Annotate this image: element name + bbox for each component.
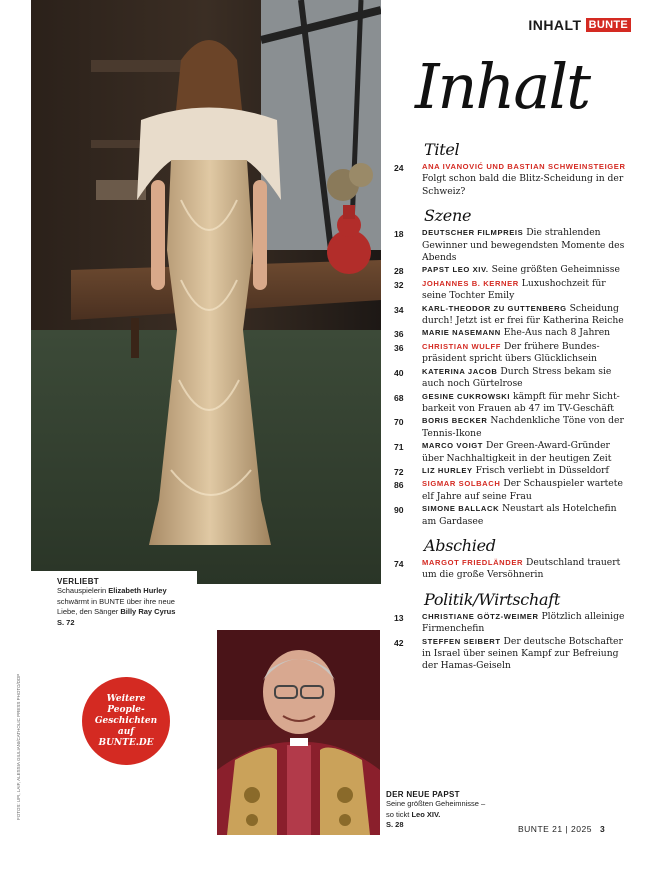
caption-page-ref: S. 72 bbox=[57, 617, 75, 627]
toc-entry-text: Der Schauspieler wartete elf Jahre auf seine Frau bbox=[422, 478, 623, 502]
toc-entry-body bbox=[422, 227, 629, 264]
toc-entry-body bbox=[422, 341, 629, 366]
toc-entry-body bbox=[422, 161, 629, 198]
toc-entry-body bbox=[422, 366, 629, 391]
toc-page-number: 28 bbox=[394, 266, 404, 277]
toc-entry-text: Seine größten Geheimnisse bbox=[491, 264, 620, 276]
page-title: Inhalt bbox=[415, 50, 590, 123]
bunte-logo: BUNTE bbox=[586, 18, 631, 32]
toc-entry[interactable] bbox=[394, 341, 629, 366]
toc-entry[interactable] bbox=[394, 366, 629, 391]
toc-entry-text: Der Green-Award-Gründer über Nachhaltigkeit in der heutigen Zeit bbox=[422, 440, 612, 464]
footer-page-number: 3 bbox=[599, 824, 606, 834]
caption-pope bbox=[386, 790, 486, 831]
caption-text-part: Seine größten Geheimnisse – so tickt bbox=[386, 799, 486, 819]
toc-page-number: 18 bbox=[394, 229, 404, 240]
toc-page-number: 70 bbox=[394, 417, 404, 428]
toc-entry-body bbox=[422, 303, 629, 328]
toc-page-number: 74 bbox=[394, 558, 404, 569]
toc-entry-text: Ehe-Aus nach 8 Jahren bbox=[503, 327, 611, 339]
promo-badge-text: Weitere People-Geschichten auf BUNTE.DE bbox=[94, 693, 158, 748]
toc-entry-text: Der frühere Bundespräsident spricht übers Glücklichsein bbox=[422, 340, 600, 365]
table-of-contents bbox=[394, 140, 629, 673]
toc-page-number: 34 bbox=[394, 304, 404, 315]
toc-section-title: Abschied bbox=[424, 535, 496, 555]
toc-page-number: 71 bbox=[394, 442, 404, 453]
toc-entry[interactable] bbox=[394, 278, 629, 303]
toc-page-number: 40 bbox=[394, 367, 404, 378]
toc-entry-body bbox=[422, 611, 629, 636]
toc-entry[interactable] bbox=[394, 303, 629, 328]
toc-entry-name: ANA IVANOVIĆ UND BASTIAN SCHWEINSTEIGER bbox=[422, 162, 626, 171]
caption-person: Billy Ray Cyrus bbox=[120, 607, 176, 616]
toc-entry-body bbox=[422, 465, 629, 478]
toc-entry[interactable] bbox=[394, 557, 629, 582]
toc-entry-name: MARCO VOIGT bbox=[422, 441, 484, 451]
toc-entry-body bbox=[422, 636, 629, 673]
toc-section bbox=[394, 140, 629, 198]
header-label bbox=[528, 17, 631, 33]
toc-entry-name: CHRISTIAN WULFF bbox=[422, 341, 502, 351]
toc-entry-text: Durch Stress bekam sie auch noch Gürtelrose bbox=[422, 365, 612, 390]
toc-page-number: 32 bbox=[394, 279, 404, 290]
toc-entry-name: SIMONE BALLACK bbox=[422, 504, 500, 514]
toc-entry-body bbox=[422, 264, 629, 277]
toc-entry-name: MARGOT FRIEDLÄNDER bbox=[422, 557, 524, 567]
toc-entry[interactable] bbox=[394, 478, 629, 503]
toc-entry[interactable] bbox=[394, 391, 629, 416]
toc-entry[interactable] bbox=[394, 161, 629, 198]
toc-entry-body bbox=[422, 503, 629, 528]
toc-entry-name: JOHANNES B. KERNER bbox=[422, 278, 519, 288]
toc-entry-name: PAPST LEO XIV. bbox=[422, 265, 489, 275]
toc-entry[interactable] bbox=[394, 611, 629, 636]
caption-text-part: schwärmt in BUNTE über ihre neue Liebe, den Sänger bbox=[57, 596, 175, 616]
caption-text-part: Schauspielerin bbox=[57, 586, 109, 595]
toc-entry-name: GESINE CUKROWSKI bbox=[422, 391, 511, 401]
toc-page-number: 68 bbox=[394, 392, 404, 403]
toc-section-title: Politik/Wirtschaft bbox=[424, 589, 560, 609]
toc-entry[interactable] bbox=[394, 227, 629, 264]
toc-entry-text: Deutschland trauert um die große Versöhnerin bbox=[422, 556, 621, 581]
toc-page-number: 13 bbox=[394, 612, 404, 623]
toc-entry[interactable] bbox=[394, 415, 629, 440]
section-label: INHALT bbox=[528, 17, 582, 33]
toc-section bbox=[394, 536, 629, 582]
page-footer bbox=[518, 824, 605, 834]
toc-entry-text: Nachdenkliche Töne von der Tennis-Ikone bbox=[422, 415, 624, 439]
toc-page-number: 86 bbox=[394, 480, 404, 491]
toc-entry-body bbox=[422, 327, 629, 340]
caption-text bbox=[57, 586, 197, 628]
toc-section-title: Titel bbox=[424, 140, 460, 159]
toc-entry-body bbox=[422, 440, 629, 465]
toc-entry[interactable] bbox=[394, 264, 629, 277]
toc-page-number: 36 bbox=[394, 329, 404, 340]
toc-entry-text: Der deutsche Botschafter in Israel über seinen Kampf zur Befreiung der Hamas-Geiseln bbox=[422, 635, 623, 672]
toc-entry-text: kämpft für mehr Sichtbarkeit von Frauen ab 47 im TV-Geschäft bbox=[422, 390, 620, 414]
toc-page-number: 24 bbox=[394, 163, 404, 173]
caption-text bbox=[386, 799, 486, 831]
photo-elizabeth-hurley bbox=[31, 0, 381, 584]
toc-entry[interactable] bbox=[394, 503, 629, 528]
toc-entry-body bbox=[422, 415, 629, 440]
toc-entry-name: LIZ HURLEY bbox=[422, 465, 473, 475]
toc-page-number: 90 bbox=[394, 505, 404, 516]
toc-entry-text: Neustart als Hotelchefin am Gardasee bbox=[422, 503, 617, 527]
photo-credit: FOTOS: UPI, LAIF, ALESSIA GIULIANI/CATHOLIC PRESS PHOTO/DDP bbox=[16, 673, 21, 820]
toc-entry-name: BORIS BECKER bbox=[422, 416, 488, 426]
toc-entry-text: Plötzlich alleinige Firmenchefin bbox=[422, 610, 625, 635]
caption-heading: VERLIEBT bbox=[57, 577, 99, 586]
toc-entry-body bbox=[422, 478, 629, 503]
toc-entry-name: KATERINA JACOB bbox=[422, 366, 498, 376]
toc-entry-body bbox=[422, 391, 629, 416]
toc-entry-name: CHRISTIANE GÖTZ-WEIMER bbox=[422, 611, 539, 621]
toc-entry-name: DEUTSCHER FILMPREIS bbox=[422, 228, 524, 238]
toc-page-number: 42 bbox=[394, 637, 404, 648]
toc-entry[interactable] bbox=[394, 636, 629, 673]
toc-entry-name: STEFFEN SEIBERT bbox=[422, 636, 501, 646]
caption-hurley bbox=[57, 577, 197, 628]
toc-entry-text: Frisch verliebt in Düsseldorf bbox=[475, 464, 609, 476]
toc-entry-name: MARIE NASEMANN bbox=[422, 328, 501, 338]
promo-badge[interactable] bbox=[82, 677, 170, 765]
toc-entry-name: SIGMAR SOLBACH bbox=[422, 479, 501, 489]
caption-person: Elizabeth Hurley bbox=[108, 586, 167, 595]
toc-entry[interactable] bbox=[394, 465, 629, 478]
toc-section bbox=[394, 206, 629, 528]
toc-entry[interactable] bbox=[394, 440, 629, 465]
caption-page-ref: S. 28 bbox=[386, 820, 404, 829]
toc-entry-body bbox=[422, 557, 629, 582]
toc-section-title: Szene bbox=[424, 206, 472, 226]
toc-section bbox=[394, 590, 629, 673]
footer-magazine: BUNTE 21 | 2025 bbox=[518, 824, 592, 834]
caption-person: Leo XIV. bbox=[411, 809, 441, 819]
toc-entry-name: KARL-THEODOR ZU GUTTENBERG bbox=[422, 303, 567, 313]
toc-entry-text: Die strahlenden Gewinner und bewegendsten Momente des Abends bbox=[422, 227, 625, 264]
caption-heading: DER NEUE PAPST bbox=[386, 790, 460, 799]
toc-entry-body bbox=[422, 278, 629, 303]
photo-pope-leo bbox=[217, 630, 380, 835]
toc-entry[interactable] bbox=[394, 327, 629, 340]
toc-entry-text: Luxushochzeit für seine Tochter Emily bbox=[422, 277, 606, 302]
toc-page-number: 36 bbox=[394, 342, 404, 353]
toc-entry-text: Folgt schon bald die Blitz-Scheidung in der Schweiz? bbox=[422, 173, 624, 197]
toc-entry-text: Scheidung durch! Jetzt ist er frei für Katherina Reiche bbox=[422, 302, 624, 327]
toc-page-number: 72 bbox=[394, 466, 404, 477]
